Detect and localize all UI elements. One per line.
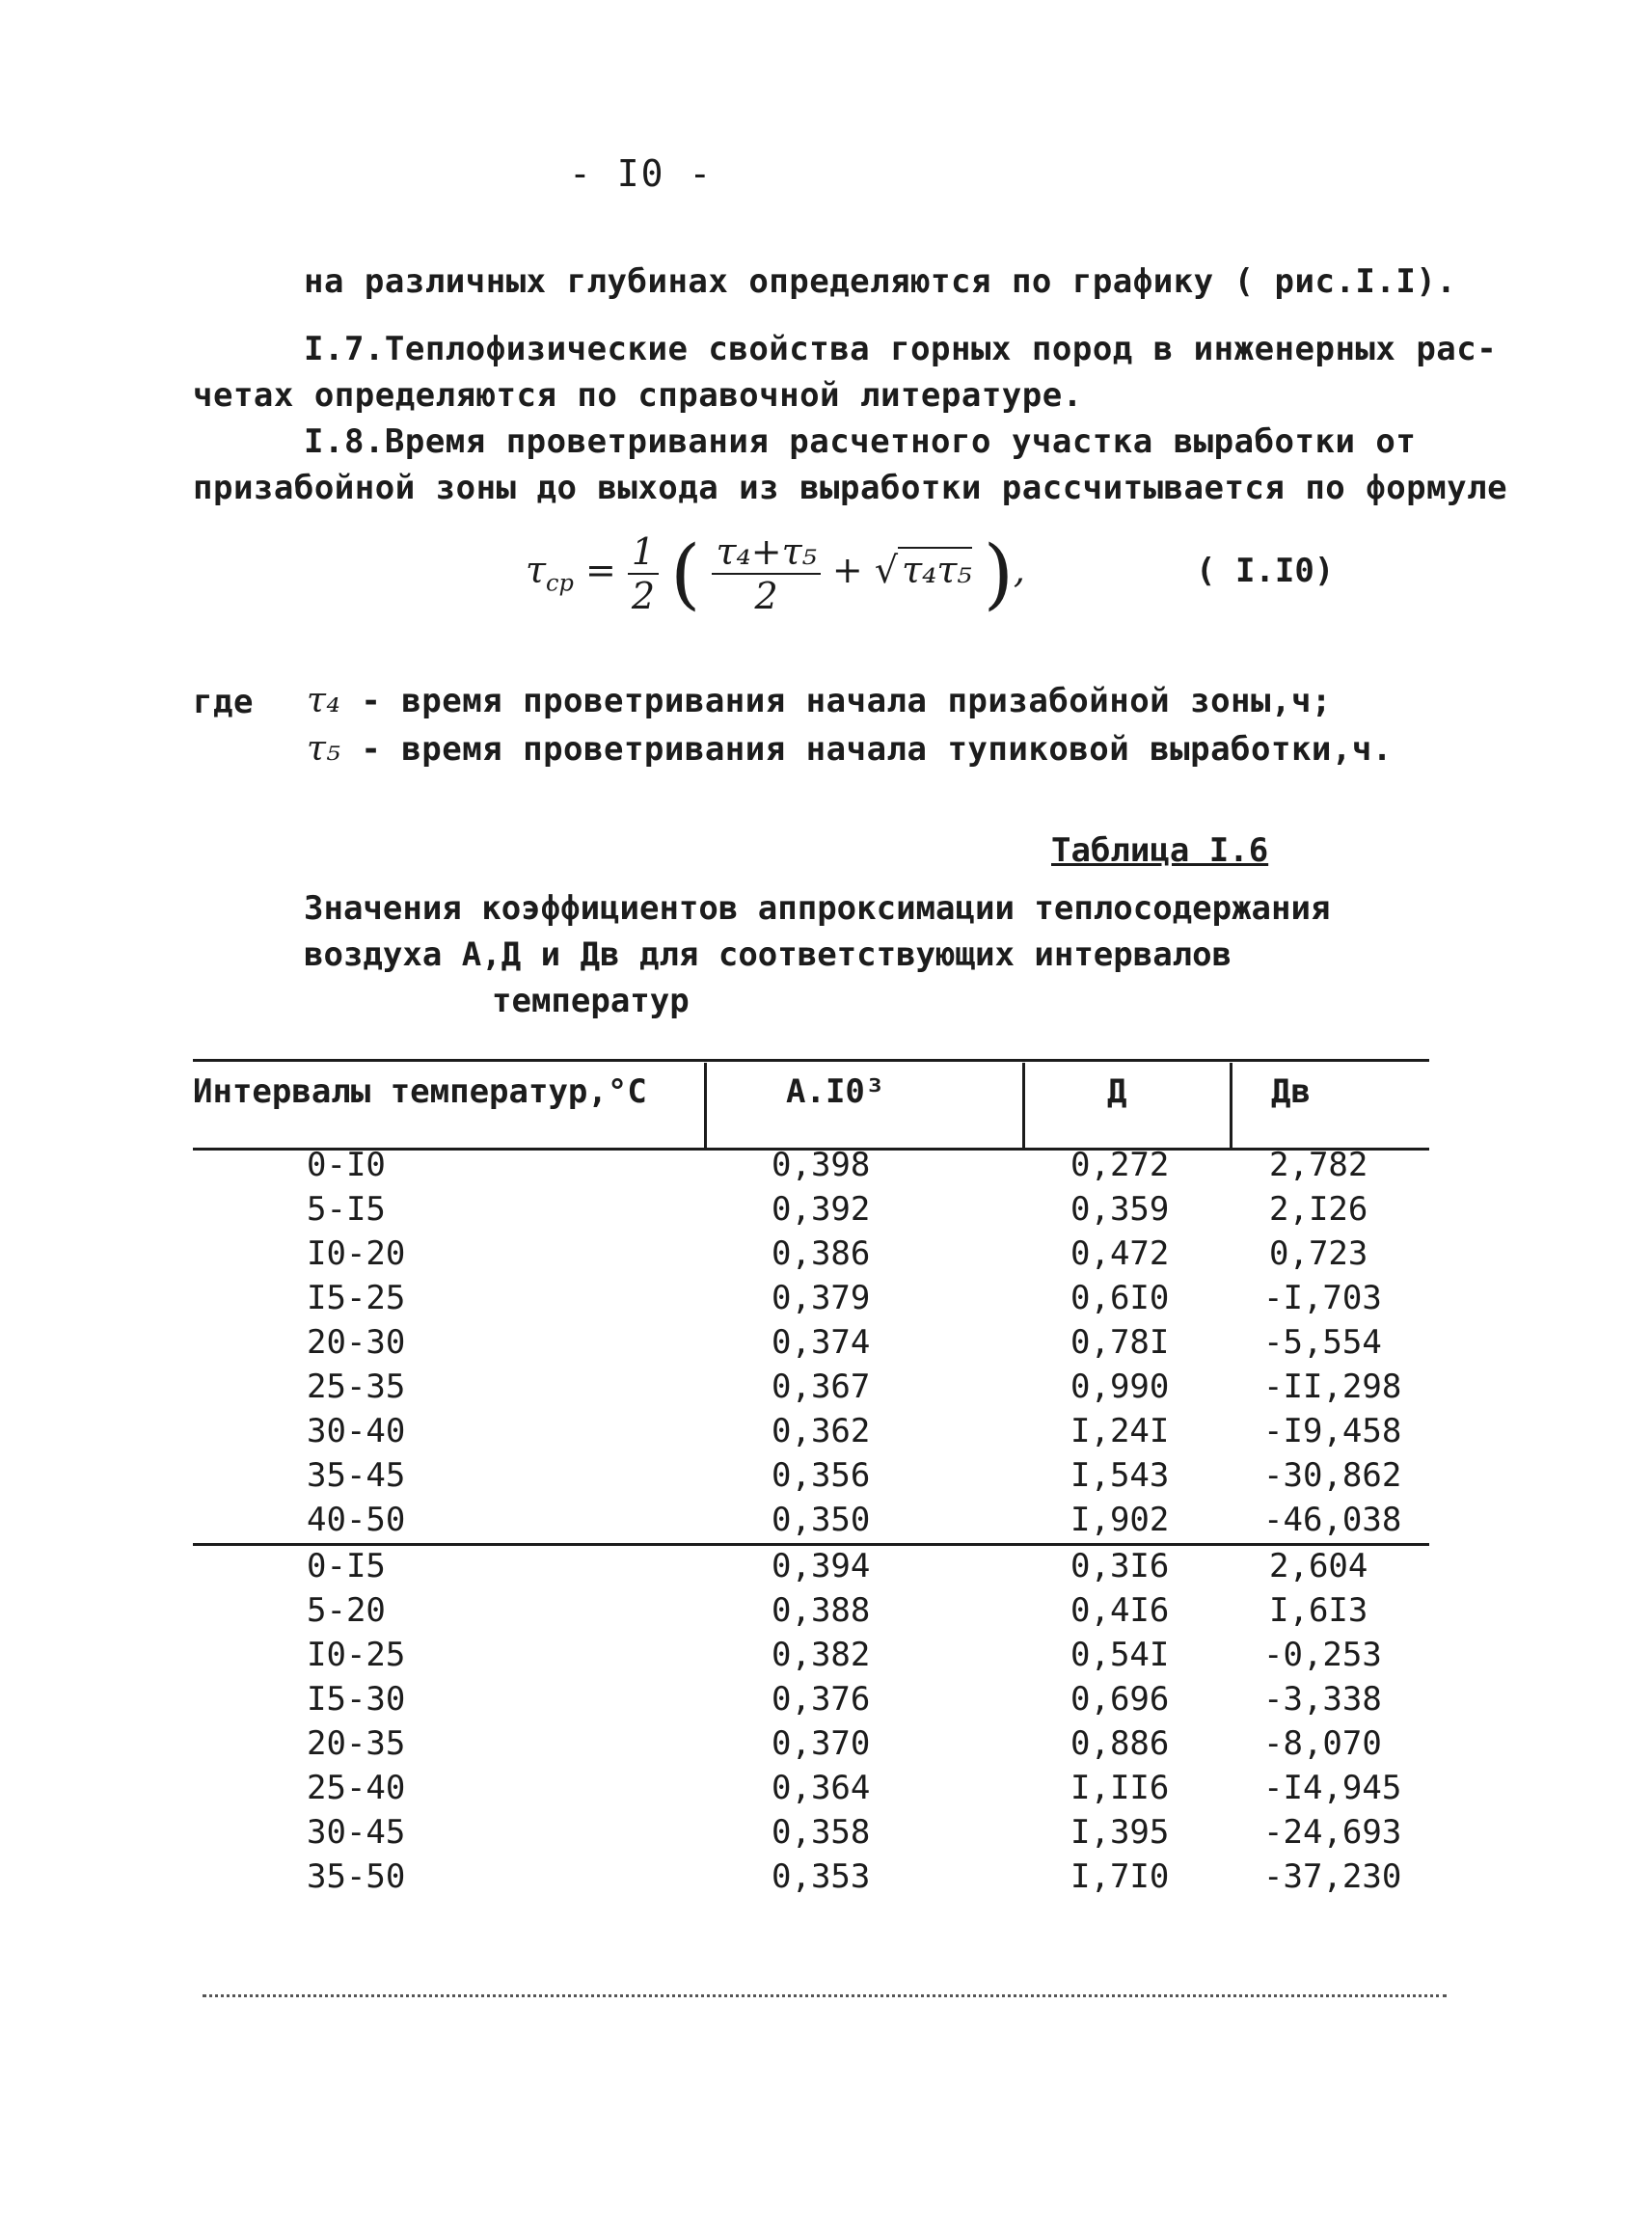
formula-1-10 bbox=[526, 528, 1027, 618]
table-caption-line-3: температур bbox=[492, 982, 690, 1020]
cell-dv: 2,604 bbox=[1269, 1547, 1368, 1585]
cell-a: 0,376 bbox=[772, 1680, 871, 1719]
cell-d: 0,3I6 bbox=[1070, 1547, 1170, 1585]
cell-dv: -8,070 bbox=[1263, 1724, 1382, 1763]
cell-interval: 5-20 bbox=[307, 1591, 386, 1630]
cell-d: 0,6I0 bbox=[1070, 1279, 1170, 1317]
formula-equals: = bbox=[584, 549, 616, 591]
cell-dv: -0,253 bbox=[1263, 1636, 1382, 1674]
cell-a: 0,353 bbox=[772, 1857, 871, 1896]
table-top-rule bbox=[193, 1059, 1429, 1062]
cell-interval: 5-I5 bbox=[307, 1190, 386, 1229]
cell-a: 0,350 bbox=[772, 1501, 871, 1539]
cell-d: 0,359 bbox=[1070, 1190, 1170, 1229]
cell-dv: 2,782 bbox=[1269, 1146, 1368, 1184]
cell-dv: -5,554 bbox=[1263, 1323, 1382, 1362]
cell-d: 0,272 bbox=[1070, 1146, 1170, 1184]
cell-a: 0,386 bbox=[772, 1234, 871, 1273]
cell-d: I,7I0 bbox=[1070, 1857, 1170, 1896]
paragraph-1-7-line-1: I.7.Теплофизические свойства горных пород в инженерных рас- bbox=[304, 330, 1498, 368]
definitions-where: где bbox=[193, 683, 254, 721]
cell-a: 0,358 bbox=[772, 1813, 871, 1852]
formula-number: ( I.I0) bbox=[1196, 552, 1335, 590]
cell-d: I,24I bbox=[1070, 1412, 1170, 1450]
formula-sqrt-symbol: √ bbox=[874, 549, 899, 591]
definition-2 bbox=[307, 729, 1393, 769]
cell-d: 0,990 bbox=[1070, 1368, 1170, 1406]
cell-d: I,395 bbox=[1070, 1813, 1170, 1852]
cell-interval: 25-40 bbox=[307, 1769, 406, 1807]
cell-dv: 0,723 bbox=[1269, 1234, 1368, 1273]
cell-d: 0,4I6 bbox=[1070, 1591, 1170, 1630]
table-label: Таблица I.6 bbox=[1051, 831, 1269, 870]
cell-interval: 0-I5 bbox=[307, 1547, 386, 1585]
table-header-divider-3 bbox=[1230, 1063, 1232, 1148]
formula-fraction bbox=[712, 530, 820, 617]
cell-dv: -24,693 bbox=[1263, 1813, 1402, 1852]
cell-dv: -I4,945 bbox=[1263, 1769, 1402, 1807]
table-header-divider-1 bbox=[704, 1063, 707, 1148]
formula-plus: + bbox=[831, 549, 863, 591]
paragraph-1-8-line-1: I.8.Время проветривания расчетного участка выработки от bbox=[304, 422, 1417, 461]
cell-dv: -II,298 bbox=[1263, 1368, 1402, 1406]
formula-trailing-comma: , bbox=[1013, 549, 1025, 591]
definition-1-text: - время проветривания начала призабойной зоны,ч; bbox=[361, 682, 1332, 720]
cell-interval: 0-I0 bbox=[307, 1146, 386, 1184]
table-header-dv: Дв bbox=[1271, 1072, 1311, 1111]
cell-a: 0,388 bbox=[772, 1591, 871, 1630]
paragraph-line-1: на различных глубинах определяются по графику ( рис.I.I). bbox=[304, 262, 1457, 301]
definition-2-text: - время проветривания начала тупиковой выработки,ч. bbox=[361, 730, 1393, 769]
table-caption-line-2: воздуха А,Д и Дв для соответствующих интервалов bbox=[304, 935, 1232, 974]
cell-dv: -I9,458 bbox=[1263, 1412, 1402, 1450]
cell-dv: I,6I3 bbox=[1269, 1591, 1368, 1630]
cell-interval: 25-35 bbox=[307, 1368, 406, 1406]
cell-dv: -46,038 bbox=[1263, 1501, 1402, 1539]
definition-2-symbol: τ₅ bbox=[307, 729, 341, 769]
cell-interval: I0-25 bbox=[307, 1636, 406, 1674]
cell-interval: I5-25 bbox=[307, 1279, 406, 1317]
cell-interval: I0-20 bbox=[307, 1234, 406, 1273]
cell-interval: 30-45 bbox=[307, 1813, 406, 1852]
cell-interval: 40-50 bbox=[307, 1501, 406, 1539]
paragraph-1-7-line-2: четах определяются по справочной литературе. bbox=[193, 376, 1083, 415]
cell-dv: -30,862 bbox=[1263, 1456, 1402, 1495]
formula-lhs: τ bbox=[526, 549, 547, 591]
table-header-divider-2 bbox=[1022, 1063, 1025, 1148]
cell-interval: 35-45 bbox=[307, 1456, 406, 1495]
cell-a: 0,370 bbox=[772, 1724, 871, 1763]
table-bottom-rule bbox=[203, 1994, 1447, 1997]
paragraph-1-8-line-2: призабойной зоны до выхода из выработки рассчитывается по формуле bbox=[193, 469, 1508, 507]
cell-d: I,543 bbox=[1070, 1456, 1170, 1495]
cell-a: 0,392 bbox=[772, 1190, 871, 1229]
formula-lhs-subscript: ср bbox=[546, 569, 574, 597]
cell-d: 0,696 bbox=[1070, 1680, 1170, 1719]
table-header-intervals: Интервалы температур,°С bbox=[193, 1072, 647, 1111]
cell-interval: 20-30 bbox=[307, 1323, 406, 1362]
table-header-a: А.I0³ bbox=[786, 1072, 885, 1111]
cell-a: 0,382 bbox=[772, 1636, 871, 1674]
cell-interval: 35-50 bbox=[307, 1857, 406, 1896]
cell-dv: -3,338 bbox=[1263, 1680, 1382, 1719]
cell-a: 0,367 bbox=[772, 1368, 871, 1406]
cell-a: 0,379 bbox=[772, 1279, 871, 1317]
cell-a: 0,394 bbox=[772, 1547, 871, 1585]
table-caption-line-1: Значения коэффициентов аппроксимации теплосодержания bbox=[304, 889, 1331, 928]
table-group-separator bbox=[193, 1543, 1429, 1546]
formula-half bbox=[628, 530, 659, 617]
formula-fraction-denominator: 2 bbox=[754, 574, 778, 617]
cell-a: 0,364 bbox=[772, 1769, 871, 1807]
cell-d: 0,54I bbox=[1070, 1636, 1170, 1674]
cell-a: 0,356 bbox=[772, 1456, 871, 1495]
formula-left-paren: ( bbox=[670, 528, 701, 618]
table-header-d: Д bbox=[1107, 1072, 1127, 1111]
formula-sqrt-body: τ₄τ₅ bbox=[898, 547, 972, 591]
cell-d: 0,78I bbox=[1070, 1323, 1170, 1362]
cell-a: 0,374 bbox=[772, 1323, 871, 1362]
cell-d: I,902 bbox=[1070, 1501, 1170, 1539]
cell-d: 0,472 bbox=[1070, 1234, 1170, 1273]
cell-dv: -I,703 bbox=[1263, 1279, 1382, 1317]
definition-1 bbox=[307, 681, 1332, 720]
definition-1-symbol: τ₄ bbox=[307, 681, 341, 720]
formula-right-paren: ) bbox=[983, 528, 1014, 618]
cell-interval: 20-35 bbox=[307, 1724, 406, 1763]
cell-d: 0,886 bbox=[1070, 1724, 1170, 1763]
cell-interval: 30-40 bbox=[307, 1412, 406, 1450]
cell-d: I,II6 bbox=[1070, 1769, 1170, 1807]
cell-a: 0,398 bbox=[772, 1146, 871, 1184]
page-number: - I0 - bbox=[569, 152, 714, 195]
formula-fraction-numerator: τ₄+τ₅ bbox=[712, 530, 820, 575]
cell-a: 0,362 bbox=[772, 1412, 871, 1450]
formula-half-numerator: 1 bbox=[628, 530, 659, 575]
cell-interval: I5-30 bbox=[307, 1680, 406, 1719]
cell-dv: 2,I26 bbox=[1269, 1190, 1368, 1229]
formula-half-denominator: 2 bbox=[631, 574, 656, 617]
cell-dv: -37,230 bbox=[1263, 1857, 1402, 1896]
